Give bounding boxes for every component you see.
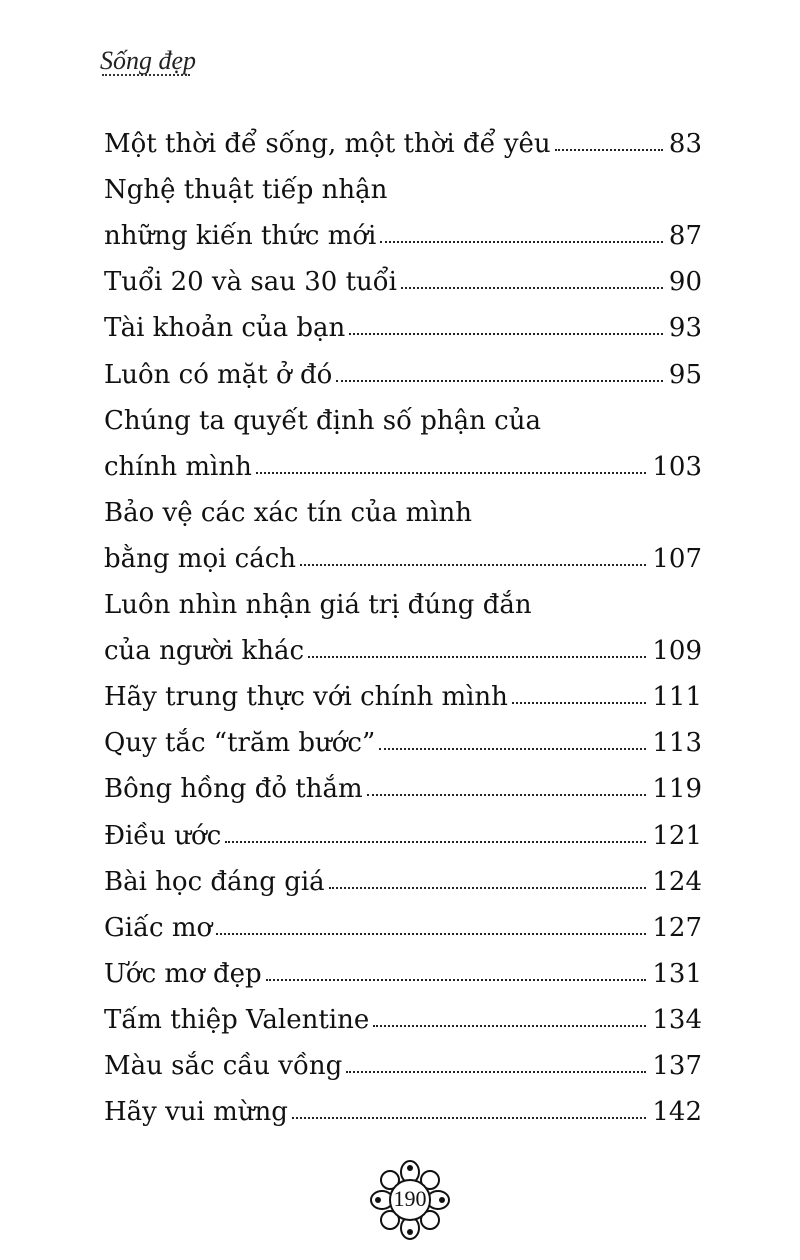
dot-leader xyxy=(256,472,647,474)
running-head xyxy=(100,46,196,76)
toc-entry xyxy=(104,572,702,667)
toc-entry-line xyxy=(104,987,702,1033)
toc-entry xyxy=(104,295,702,344)
toc-entry-page: 95 xyxy=(668,359,702,390)
dot-leader xyxy=(373,1025,646,1027)
toc-entry-line xyxy=(104,710,702,759)
toc-entry xyxy=(104,480,702,572)
toc-entry-title: Ước mơ đẹp xyxy=(104,958,262,989)
toc-entry xyxy=(104,249,702,298)
toc-entry-line xyxy=(104,295,702,344)
toc-entry-line xyxy=(104,388,702,434)
toc-entry-line xyxy=(104,526,702,572)
toc-entry xyxy=(104,157,702,252)
toc-entry-line xyxy=(104,249,702,298)
toc-entry-line xyxy=(104,111,702,160)
toc-entry-line xyxy=(104,941,702,987)
dot-leader xyxy=(555,149,663,151)
toc-entry-page: 107 xyxy=(652,543,702,574)
dot-leader xyxy=(300,564,646,566)
dot-leader xyxy=(380,241,663,243)
toc-entry-title: bằng mọi cách xyxy=(104,543,297,574)
toc-entry-page: 131 xyxy=(652,958,702,989)
toc-entry xyxy=(104,802,702,851)
toc-entry-line xyxy=(104,1079,702,1128)
toc-entry-page: 134 xyxy=(652,1004,702,1035)
toc-entry-title: Giấc mơ xyxy=(104,912,213,943)
dot-leader xyxy=(401,287,663,289)
dot-leader xyxy=(379,748,646,750)
dot-leader xyxy=(367,794,647,796)
dot-leader xyxy=(346,1071,646,1073)
toc-entry xyxy=(104,1033,702,1079)
toc-entry xyxy=(104,941,702,987)
dot-leader xyxy=(336,380,663,382)
toc-entry xyxy=(104,756,702,805)
toc-entry-page: 119 xyxy=(652,774,702,805)
toc-entry xyxy=(104,895,702,941)
toc-entry-page: 121 xyxy=(652,820,702,851)
dot-leader xyxy=(512,702,646,704)
page-number: 190 xyxy=(393,1186,427,1211)
toc-entry-page: 142 xyxy=(652,1097,702,1128)
toc-entry-line xyxy=(104,203,702,252)
dot-leader xyxy=(349,333,663,335)
toc-entry-line xyxy=(104,572,702,621)
toc-entry-title: Luôn nhìn nhận giá trị đúng đắn xyxy=(104,590,532,621)
toc-entry-line xyxy=(104,895,702,941)
dot-leader xyxy=(216,933,646,935)
toc-entry-line xyxy=(104,480,702,526)
toc-entry-page: 111 xyxy=(652,682,702,713)
toc-entry-title: Hãy vui mừng xyxy=(104,1097,288,1128)
toc-entry-title: Bảo vệ các xác tín của mình xyxy=(104,497,473,528)
toc-entry xyxy=(104,849,702,895)
toc-entry xyxy=(104,1079,702,1128)
toc-entry-line xyxy=(104,434,702,480)
toc-entry-title: Một thời để sống, một thời để yêu xyxy=(104,129,551,160)
toc-entry-title: của người khác xyxy=(104,636,305,667)
toc-entry-title: Tấm thiệp Valentine xyxy=(104,1004,370,1035)
toc-entry-title: Nghệ thuật tiếp nhận xyxy=(104,175,388,206)
toc-entry-page: 113 xyxy=(652,728,702,759)
table-of-contents xyxy=(104,111,702,1128)
toc-entry-title: Luôn có mặt ở đó xyxy=(104,359,333,390)
toc-entry-page: 90 xyxy=(668,267,702,298)
toc-entry-title: chính mình xyxy=(104,451,252,482)
toc-entry-title: những kiến thức mới xyxy=(104,221,377,252)
toc-entry-page: 83 xyxy=(668,129,702,160)
toc-entry-page: 124 xyxy=(652,866,702,897)
dot-leader xyxy=(308,656,646,658)
toc-entry-page: 93 xyxy=(668,313,702,344)
toc-entry-title: Tuổi 20 và sau 30 tuổi xyxy=(104,267,397,298)
toc-entry xyxy=(104,388,702,480)
toc-entry-title: Chúng ta quyết định số phận của xyxy=(104,405,541,436)
toc-entry xyxy=(104,987,702,1033)
toc-entry-title: Bông hồng đỏ thắm xyxy=(104,774,363,805)
toc-entry-title: Quy tắc “trăm bước” xyxy=(104,728,376,759)
toc-entry-line xyxy=(104,341,702,390)
toc-entry xyxy=(104,664,702,713)
toc-entry-title: Bài học đáng giá xyxy=(104,866,325,897)
toc-entry-line xyxy=(104,157,702,206)
toc-entry-title: Màu sắc cầu vồng xyxy=(104,1050,343,1081)
toc-entry-line xyxy=(104,664,702,713)
toc-entry-title: Điều ước xyxy=(104,820,222,851)
toc-entry-line xyxy=(104,756,702,805)
dot-leader xyxy=(266,979,647,981)
toc-entry-line xyxy=(104,802,702,851)
toc-entry-title: Tài khoản của bạn xyxy=(104,313,346,344)
dot-leader xyxy=(292,1117,646,1119)
toc-entry-line xyxy=(104,849,702,895)
running-head-text: Sống đẹp xyxy=(100,46,197,75)
dot-leader xyxy=(329,887,647,889)
toc-entry-page: 137 xyxy=(652,1050,702,1081)
toc-entry-page: 87 xyxy=(668,221,702,252)
toc-entry-page: 127 xyxy=(652,912,702,943)
toc-entry-page: 103 xyxy=(652,451,702,482)
dot-leader xyxy=(225,841,646,843)
toc-entry xyxy=(104,710,702,759)
toc-entry-page: 109 xyxy=(652,636,702,667)
toc-entry xyxy=(104,111,702,160)
toc-entry-title: Hãy trung thực với chính mình xyxy=(104,682,508,713)
toc-entry xyxy=(104,341,702,390)
toc-entry-line xyxy=(104,618,702,667)
toc-entry-line xyxy=(104,1033,702,1079)
